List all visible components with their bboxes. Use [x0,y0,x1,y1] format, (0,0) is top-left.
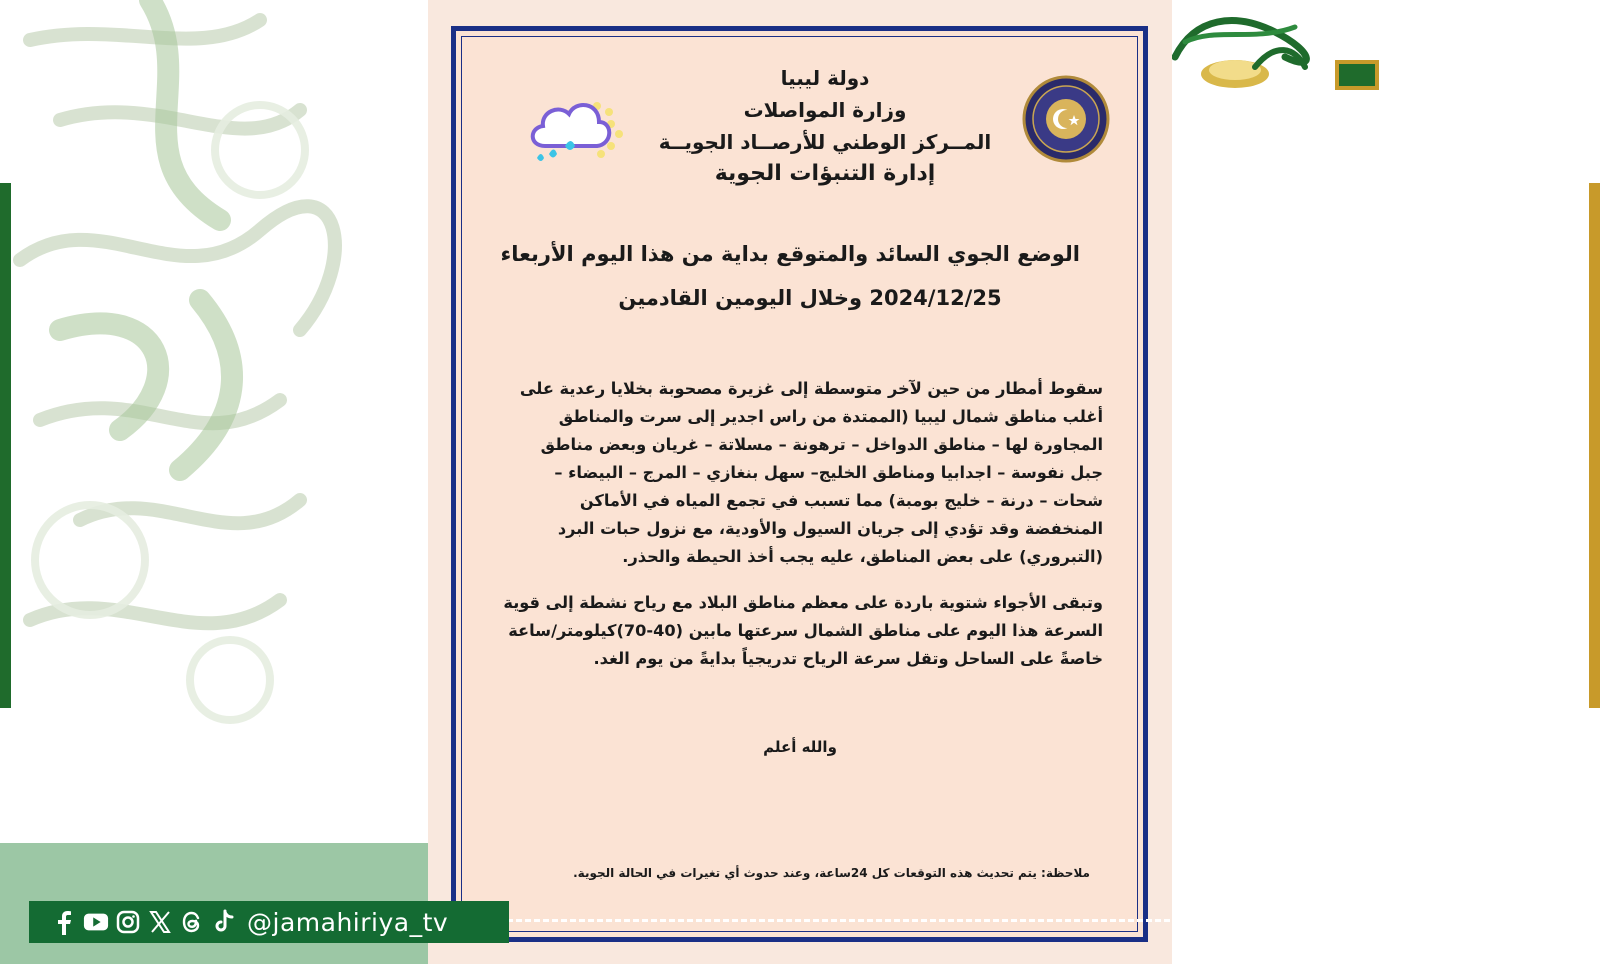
dashed-divider [435,919,1170,922]
title-line-2: 2024/12/25 وخلال اليومين القادمين [618,286,1002,310]
paragraph-line: سقوط أمطار من حين لآخر متوسطة إلى غزيرة مصحوبة بخلايا رعدية على [519,379,1103,398]
x-icon[interactable] [147,909,173,935]
update-note: ملاحظة: يتم تحديث هذه التوقعات كل 24ساعة، وعند حدوث أي تغيرات في الحالة الجوية. [573,866,1090,880]
social-handle[interactable]: @jamahiriya_tv [247,907,449,937]
paragraph-line: (التبروري) على بعض المناطق، عليه يجب أخذ الحيطة والحذر. [622,547,1103,566]
header-department: إدارة التنبؤات الجوية [714,161,936,186]
channel-logo [1165,12,1405,92]
weather-cloud-rain-sun-icon [523,94,631,172]
forecast-paragraph-2 [503,589,1103,673]
paragraph-line: أغلب مناطق شمال ليبيا (الممتدة من راس اجدير إلى سرت والمناطق [558,407,1103,426]
forecast-paragraph-1 [513,375,1103,571]
right-gold-bar [1589,183,1600,708]
paragraph-line: السرعة هذا اليوم على مناطق الشمال سرعتها مابين (40-70)كيلومتر/ساعة [508,621,1103,640]
header-state: دولة ليبيا [780,66,870,90]
paragraph-line: المجاورة لها – مناطق الدواخل – ترهونة – مسلاتة – غريان وبعض مناطق [540,435,1103,454]
document-title [500,232,1080,320]
tiktok-icon[interactable] [211,909,237,935]
closing-phrase: والله أعلم [763,738,837,756]
paragraph-line: المنخفضة وقد تؤدي إلى جريان السيول والأودية، مع نزول حبات البرد [557,519,1103,538]
paragraph-line: جبل نفوسة – اجدابيا ومناطق الخليج– سهل بنغازي – المرج – البيضاء – [554,463,1103,482]
instagram-icon[interactable] [115,909,141,935]
youtube-icon[interactable] [83,909,109,935]
paragraph-line: خاصةً على الساحل وتقل سرعة الرياح تدريجياً بدايةً من يوم الغد. [593,649,1103,668]
document-header [655,62,995,190]
header-center: المــركز الوطني للأرصــاد الجويــة [658,130,992,154]
threads-icon[interactable] [179,909,205,935]
left-green-bar [0,183,11,708]
header-ministry: وزارة المواصلات [743,98,907,122]
facebook-icon[interactable] [51,909,77,935]
paragraph-line: وتبقى الأجواء شتوية باردة على معظم مناطق البلاد مع رياح نشطة إلى قوية [503,593,1103,612]
title-line-1: الوضع الجوي السائد والمتوقع بداية من هذا اليوم الأربعاء [500,242,1080,266]
social-media-bar [29,901,509,943]
background-calligraphy [0,0,430,820]
official-seal-icon [1022,75,1110,163]
paragraph-line: شحات – درنة – خليج بومبة) مما تسبب في تجمع المياه في الأماكن [579,491,1103,510]
